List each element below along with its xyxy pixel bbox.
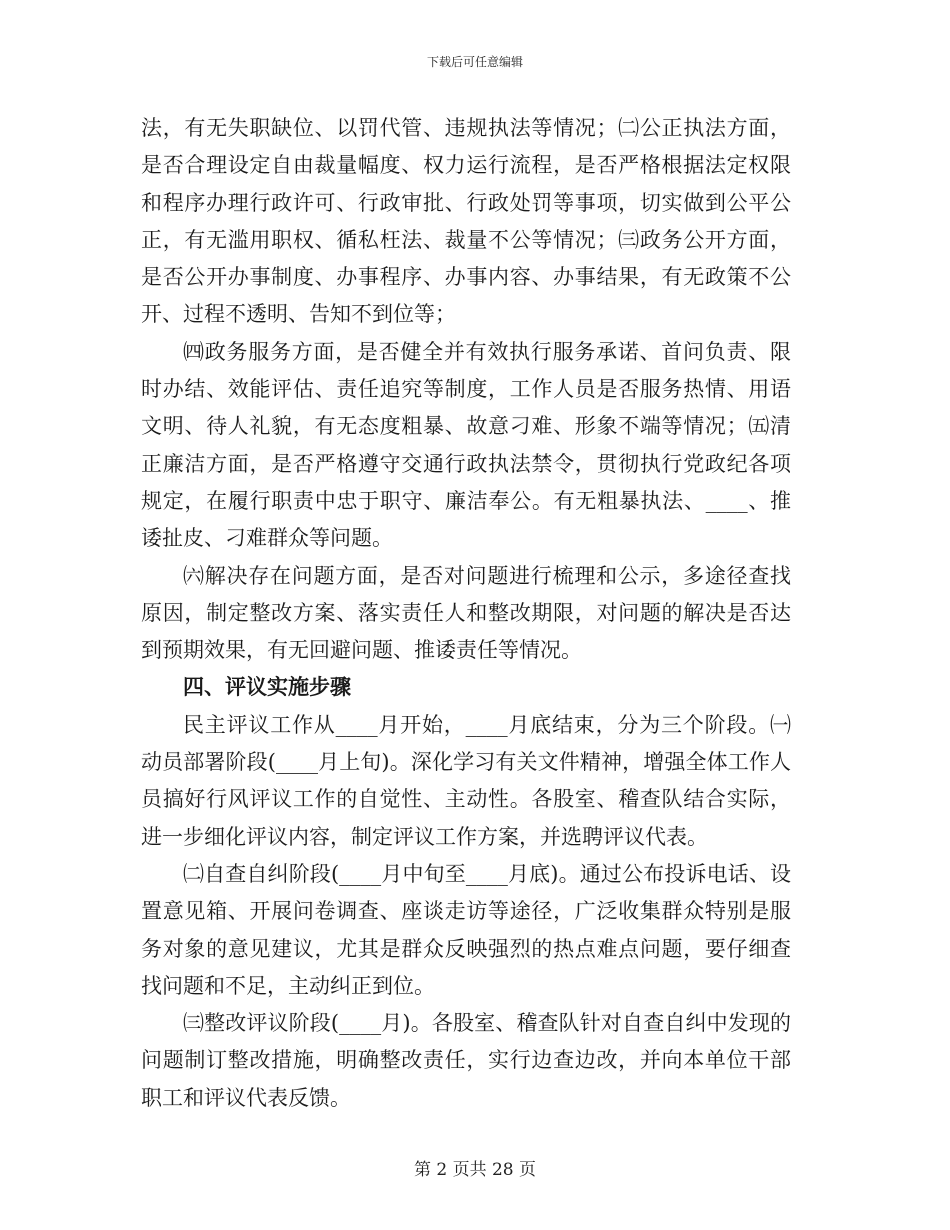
page-header: 下载后可任意编辑 xyxy=(426,55,523,69)
paragraph-continued: 法，有无失职缺位、以罚代管、违规执法等情况；㈡公正执法方面，是否合理设定自由裁量幅度、权力运行流程，是否严格根据法定权限和程序办理行政许可、行政审批、行政处罚等事项，切实做到公平公正，有无滥用职权、循私枉法、裁量不公等情况；㈢政务公开方面，是否公开办事制度、办事程序、办事内容、办事结果，有无政策不公开、过程不透明、告知不到位等； xyxy=(141,116,791,327)
paragraph-rectification: ㈢整改评议阶段(____月)。各股室、稽查队针对自查自纠中发现的问题制订整改措施，明确整改责任，实行边查边改，并向本单位干部职工和评议代表反馈。 xyxy=(141,1011,791,1110)
document-body xyxy=(141,110,791,1117)
paragraph-steps-intro: 民主评议工作从____月开始，____月底结束，分为三个阶段。㈠动员部署阶段(____月上旬)。深化学习有关文件精神，增强全体工作人员搞好行风评议工作的自觉性、主动性。各股室、稽查队结合实际，进一步细化评议内容，制定评议工作方案，并选聘评议代表。 xyxy=(141,712,791,849)
paragraph-self-check: ㈡自查自纠阶段(____月中旬至____月底)。通过公布投诉电话、设置意见箱、开展问卷调查、座谈走访等途径，广泛收集群众特别是服务对象的意见建议，尤其是群众反映强烈的热点难点问题，要仔细查找问题和不足，主动纠正到位。 xyxy=(141,861,791,998)
section-heading: 四、评议实施步骤 xyxy=(183,675,351,700)
paragraph-service: ㈣政务服务方面，是否健全并有效执行服务承诺、首问负责、限时办结、效能评估、责任追究等制度，工作人员是否服务热情、用语文明、待人礼貌，有无态度粗暴、故意刁难、形象不端等情况；㈤清正廉洁方面，是否严格遵守交通行政执法禁令，贯彻执行党政纪各项规定，在履行职责中忠于职守、廉洁奉公。有无粗暴执法、____、推诿扯皮、刁难群众等问题。 xyxy=(141,339,791,551)
page-footer: 第 2 页共 28 页 xyxy=(413,1160,537,1180)
paragraph-problem-solving: ㈥解决存在问题方面，是否对问题进行梳理和公示，多途径查找原因，制定整改方案、落实责任人和整改期限，对问题的解决是否达到预期效果，有无回避问题、推诿责任等情况。 xyxy=(141,563,791,663)
